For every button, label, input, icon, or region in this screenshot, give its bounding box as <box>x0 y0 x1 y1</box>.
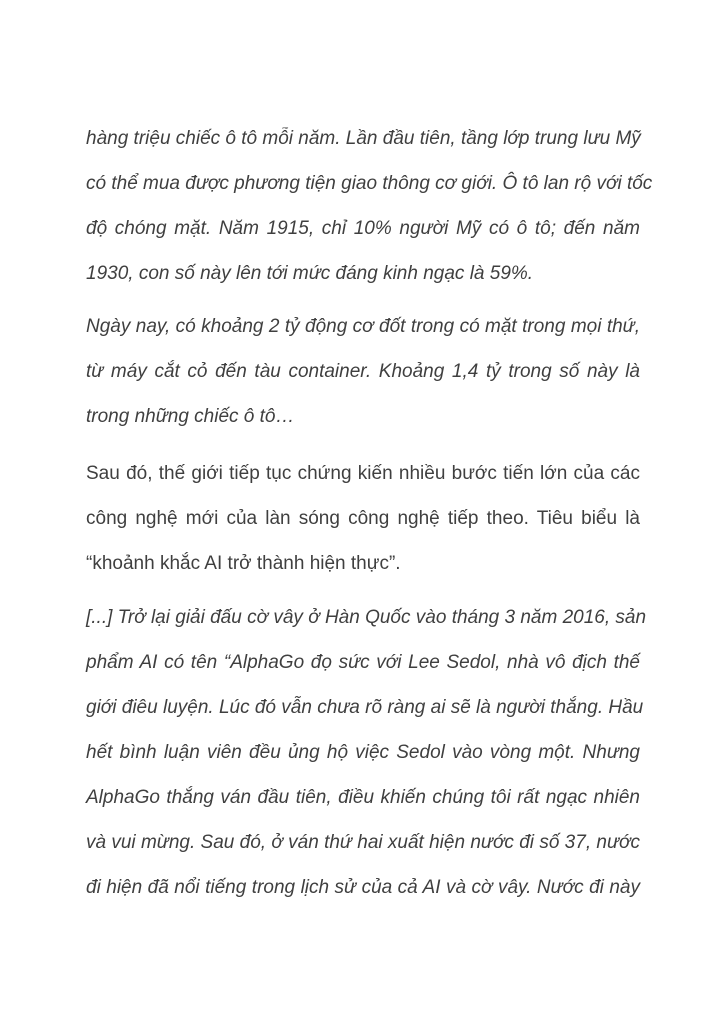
text-line: giới điêu luyện. Lúc đó vẫn chưa rõ ràng ai sẽ là người thắng. Hầu <box>86 697 644 718</box>
text-line: hàng triệu chiếc ô tô mỗi năm. Lần đầu tiên, tầng lớp trung lưu Mỹ <box>86 128 641 149</box>
text-line: và vui mừng. Sau đó, ở ván thứ hai xuất hiện nước đi số 37, nước <box>86 832 640 853</box>
text-line: đi hiện đã nổi tiếng trong lịch sử của cả AI và cờ vây. Nước đi này <box>86 877 640 898</box>
paragraph-combustion-engines <box>86 304 640 439</box>
text-line: AlphaGo thắng ván đầu tiên, điều khiến chúng tôi rất ngạc nhiên <box>86 787 640 808</box>
text-line: [...] Trở lại giải đấu cờ vây ở Hàn Quốc vào tháng 3 năm 2016, sản <box>86 607 647 628</box>
text-line: công nghệ mới của làn sóng công nghệ tiếp theo. Tiêu biểu là <box>86 508 640 529</box>
text-line: hết bình luận viên đều ủng hộ việc Sedol vào vòng một. Nhưng <box>86 742 640 763</box>
text-line: trong những chiếc ô tô… <box>86 406 295 427</box>
text-line: từ máy cắt cỏ đến tàu container. Khoảng 1,4 tỷ trong số này là <box>86 361 640 382</box>
text-line: Sau đó, thế giới tiếp tục chứng kiến nhiều bước tiến lớn của các <box>86 463 640 484</box>
paragraph-automobile-history <box>86 116 653 296</box>
text-line: Ngày nay, có khoảng 2 tỷ động cơ đốt trong có mặt trong mọi thứ, <box>86 316 640 337</box>
text-line: phẩm AI có tên “AlphaGo đọ sức với Lee Sedol, nhà vô địch thế <box>86 652 640 673</box>
text-line: độ chóng mặt. Năm 1915, chỉ 10% người Mỹ có ô tô; đến năm <box>86 218 640 239</box>
text-line: có thể mua được phương tiện giao thông cơ giới. Ô tô lan rộ với tốc <box>86 173 653 194</box>
text-line: “khoảnh khắc AI trở thành hiện thực”. <box>86 553 401 574</box>
text-line: 1930, con số này lên tới mức đáng kinh ngạc là 59%. <box>86 263 534 284</box>
paragraph-alphago <box>86 595 647 910</box>
paragraph-ai-moment <box>86 451 640 586</box>
